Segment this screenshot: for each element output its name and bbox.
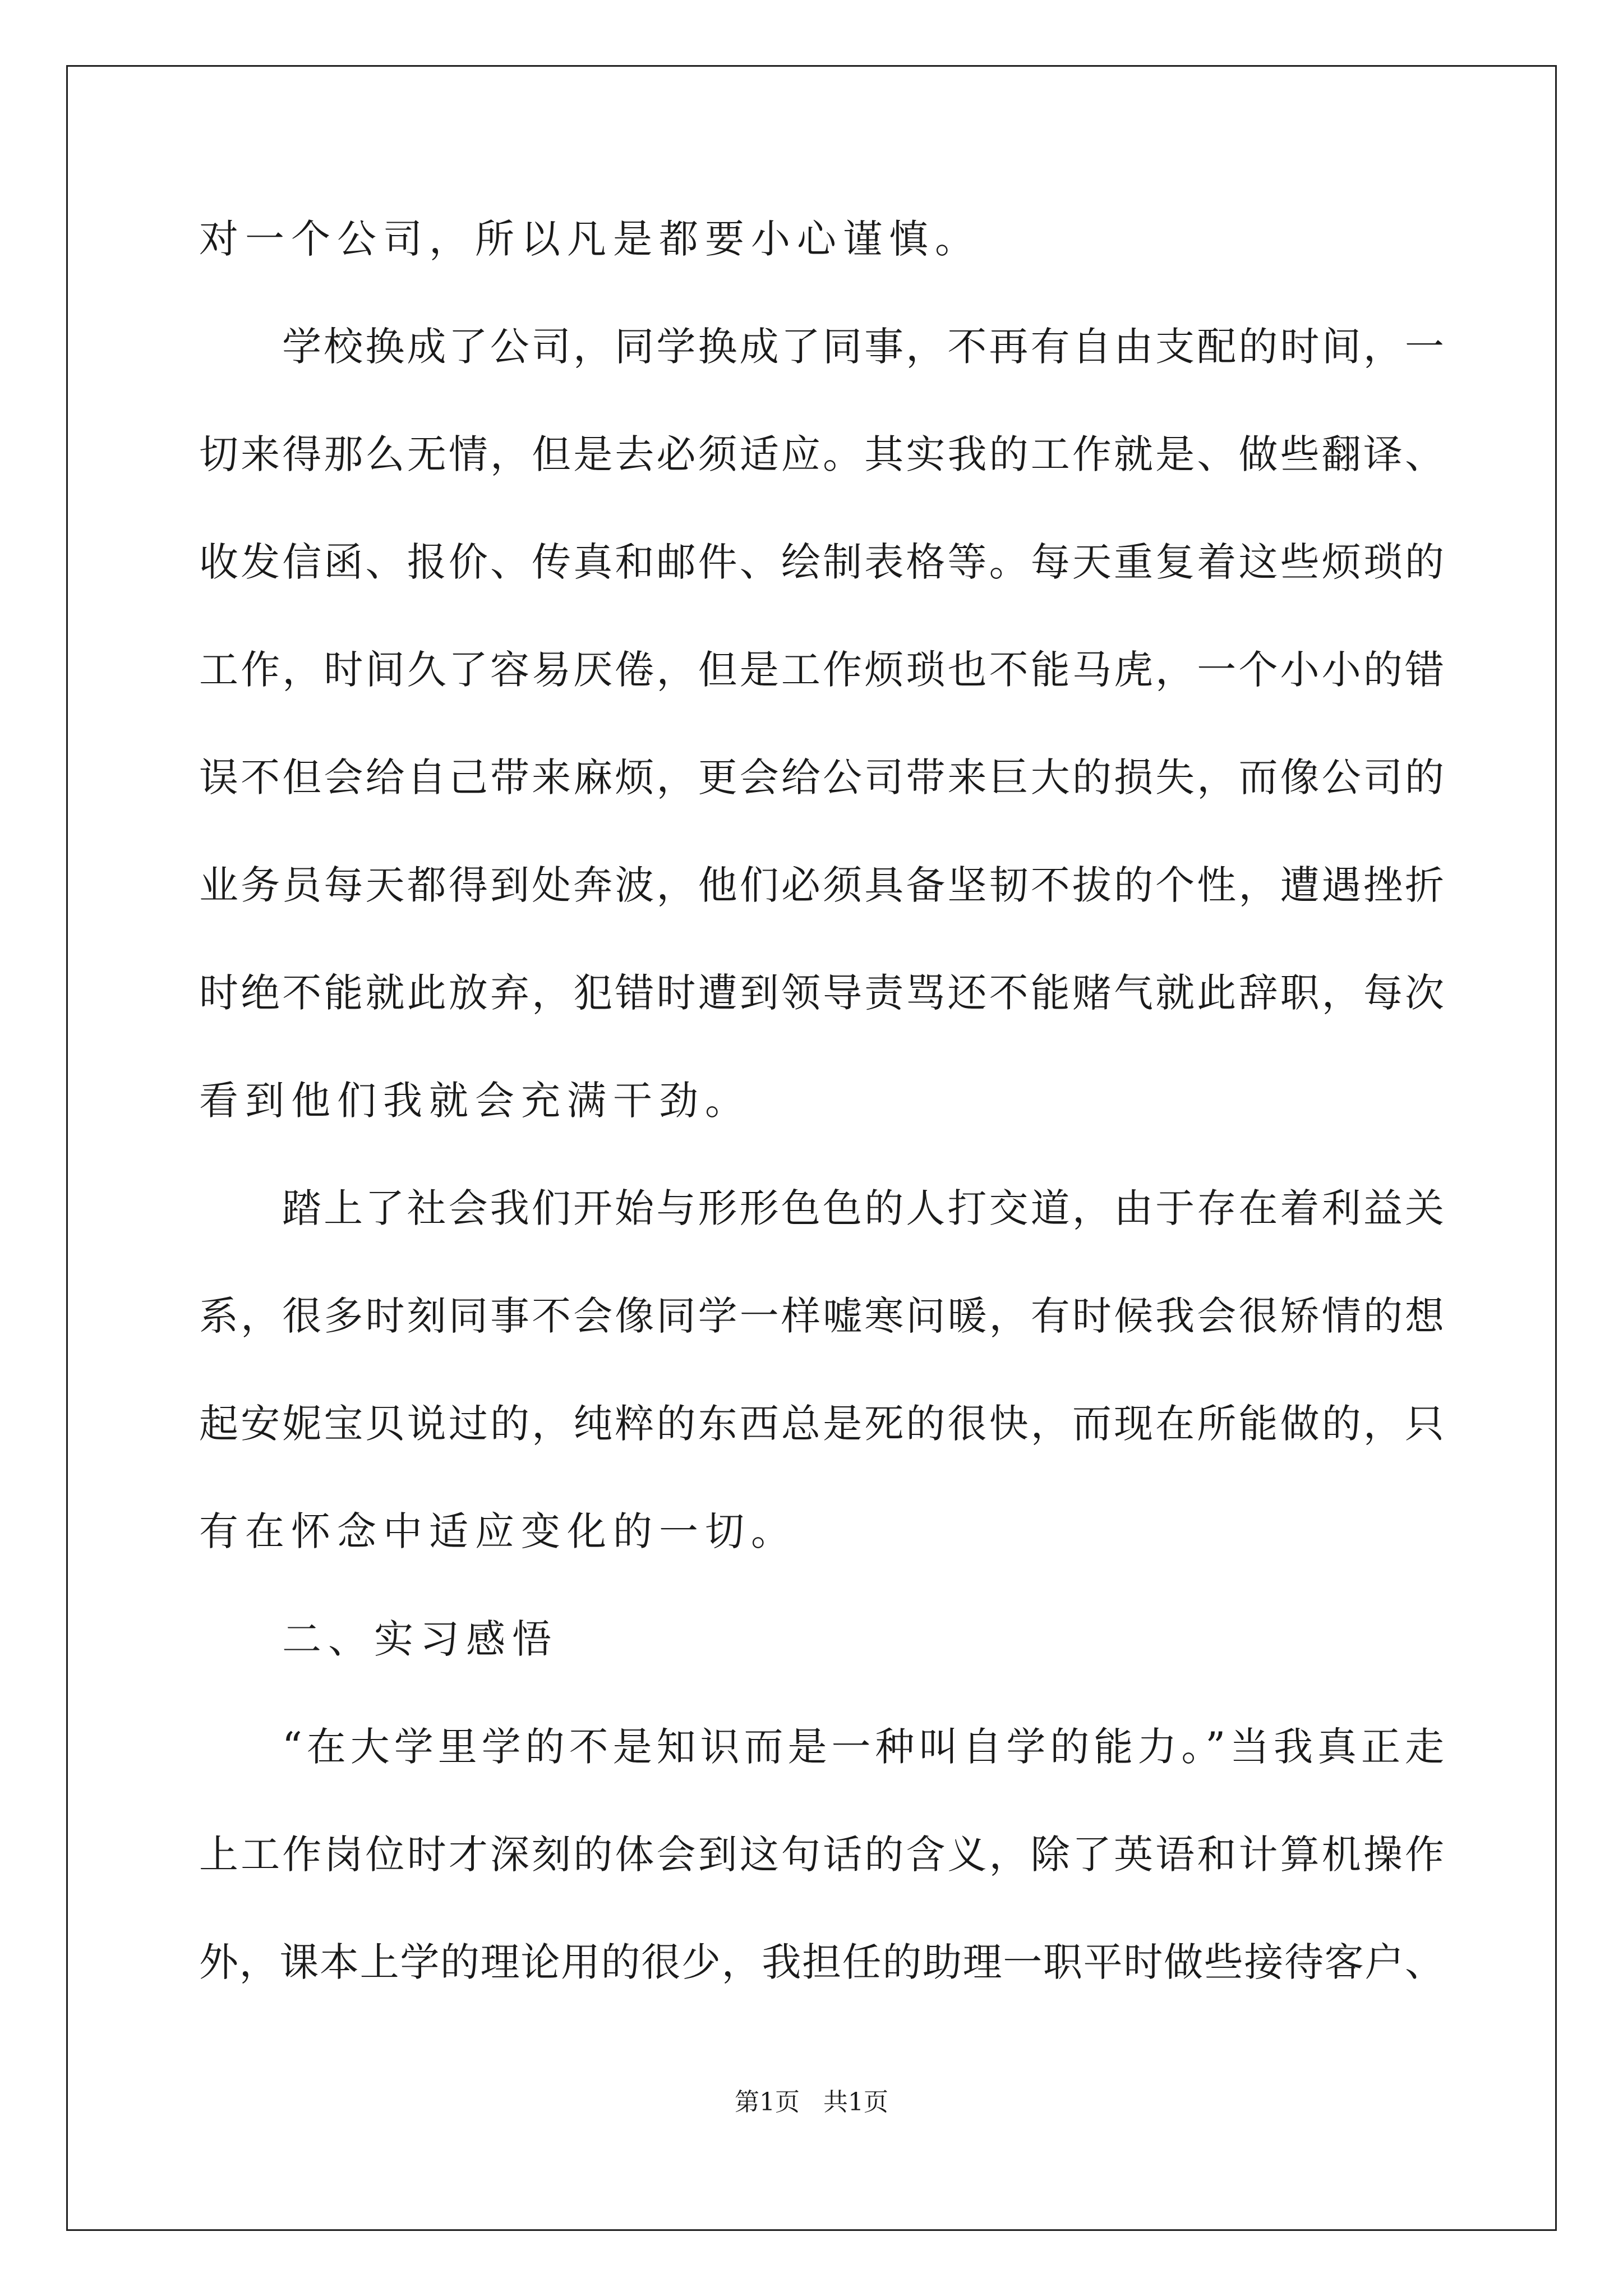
- text-line: 有在怀念中适应变化的一切。: [199, 1508, 797, 1554]
- text-line: 系，很多时刻同事不会像同学一样嘘寒问暖，有时候我会很矫情的想: [199, 1293, 1444, 1339]
- text-line: 工作，时间久了容易厌倦，但是工作烦琐也不能马虎，一个小小的错: [199, 647, 1444, 693]
- text-line: 外，课本上学的理论用的很少，我担任的助理一职平时做些接待客户、: [199, 1939, 1444, 1985]
- section-heading: 二、实习感悟: [282, 1616, 558, 1662]
- text-line: 切来得那么无情，但是去必须适应。其实我的工作就是、做些翻译、: [199, 431, 1444, 477]
- text-line: 业务员每天都得到处奔波，他们必须具备坚韧不拔的个性，遭遇挫折: [199, 862, 1444, 908]
- text-line: “在大学里学的不是知识而是一种叫自学的能力。”当我真正走: [282, 1724, 1444, 1770]
- text-line: 起安妮宝贝说过的，纯粹的东西总是死的很快，而现在所能做的，只: [199, 1401, 1444, 1447]
- text-line: 对一个公司，所以凡是都要小心谨慎。: [199, 216, 981, 262]
- page-total: 共1页: [823, 2088, 888, 2116]
- text-line: 看到他们我就会充满干劲。: [199, 1078, 751, 1124]
- document-body: [199, 185, 1444, 2016]
- text-line: 上工作岗位时才深刻的体会到这句话的含义，除了英语和计算机操作: [199, 1832, 1444, 1878]
- text-line: 误不但会给自己带来麻烦，更会给公司带来巨大的损失，而像公司的: [199, 754, 1444, 800]
- page-number: 第1页: [735, 2088, 800, 2116]
- page-footer: [0, 2086, 1623, 2119]
- text-line: 收发信函、报价、传真和邮件、绘制表格等。每天重复着这些烦琐的: [199, 539, 1444, 585]
- text-line: 时绝不能就此放弃，犯错时遭到领导责骂还不能赌气就此辞职，每次: [199, 970, 1444, 1016]
- text-line: 学校换成了公司，同学换成了同事，不再有自由支配的时间，一: [282, 324, 1444, 370]
- text-line: 踏上了社会我们开始与形形色色的人打交道，由于存在着利益关: [282, 1185, 1444, 1231]
